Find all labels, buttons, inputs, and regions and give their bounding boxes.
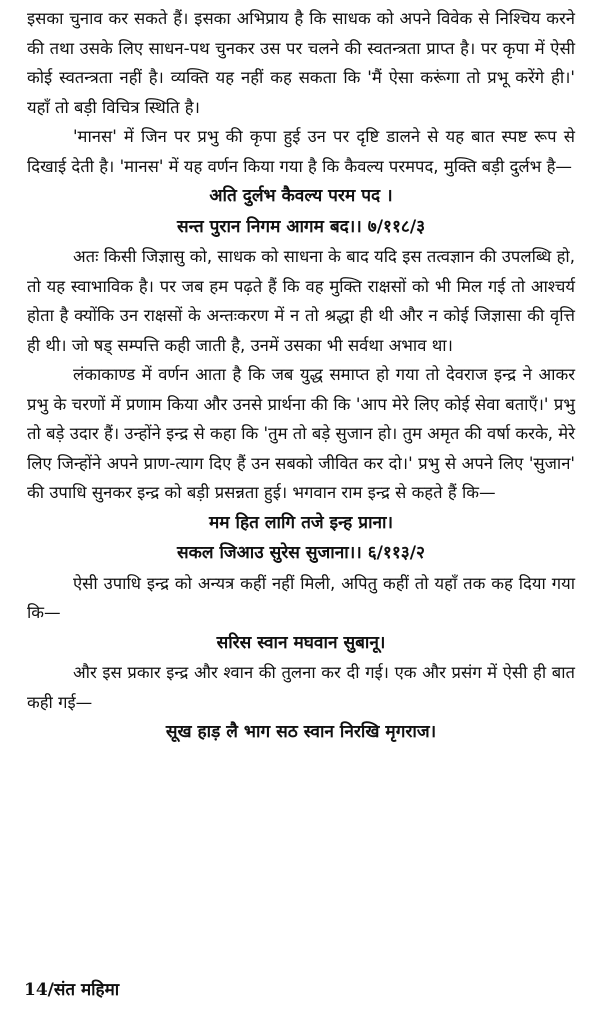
paragraph-6: और इस प्रकार इन्द्र और श्वान की तुलना कर दी गई। एक और प्रसंग में ऐसी ही बात कही गई— <box>27 663 575 712</box>
footer-separator: / <box>47 980 54 1000</box>
verse-2-line-1: मम हित लागि तजे इन्ह प्राना। <box>208 512 394 533</box>
paragraph-2: 'मानस' में जिन पर प्रभु की कृपा हुई उन पर दृष्टि डालने से यह बात स्पष्ट रूप से दिखाई देती है। 'मानस' में यह वर्णन किया गया है कि कैवल्य परमपद, मुक्ति बड़ी दुर्लभ है— <box>27 127 575 176</box>
page-number: 14 <box>24 980 48 1000</box>
verse-3-line-1: सरिस स्वान मघवान सुबानू। <box>216 632 386 653</box>
book-title: संत महिमा <box>53 980 120 1000</box>
paragraph-5: ऐसी उपाधि इन्द्र को अन्यत्र कहीं नहीं मिली, अपितु कहीं तो यहाँ तक कह दिया गया कि— <box>27 573 575 622</box>
verse-1-line-2: सन्त पुरान निगम आगम बद।। ७/११८/३ <box>176 216 426 237</box>
book-page <box>27 4 575 748</box>
paragraph-3: अतः किसी जिज्ञासु को, साधक को साधना के बाद यदि इस तत्वज्ञान की उपलब्धि हो, तो यह स्वाभाविक है। पर जब हम पढ़ते हैं कि वह मुक्ति राक्षसों को भी मिल गई तो आश्चर्य होता है क्योंकि उन राक्षसों के अन्तःकरण में न तो श्रद्धा ही थी और न कोई जिज्ञासा की वृत्ति ही थी। जो षड् सम्पत्ति कही जाती है, उनमें उसका भी सर्वथा अभाव था। <box>27 247 575 355</box>
verse-2-line-2: सकल जिआउ सुरेस सुजाना।। ६/११३/२ <box>177 543 425 563</box>
page-footer <box>24 978 119 1002</box>
paragraph-1: इसका चुनाव कर सकते हैं। इसका अभिप्राय है कि साधक को अपने विवेक से निश्चिय करने की तथा उसके लिए साधन-पथ चुनकर उस पर चलने की स्वतन्त्रता प्राप्त है। पर कृपा में ऐसी कोई स्वतन्त्रता नहीं है। व्यक्ति यह नहीं कह सकता कि 'मैं ऐसा करूंगा तो प्रभू करेंगे ही।' यहाँ तो बड़ी विचित्र स्थिति है। <box>27 9 575 117</box>
verse-1-line-1: अति दुर्लभ कैवल्य परम पद । <box>209 186 393 206</box>
paragraph-4: लंकाकाण्ड में वर्णन आता है कि जब युद्ध समाप्त हो गया तो देवराज इन्द्र ने आकर प्रभु के चरणों में प्रणाम किया और उनसे प्रार्थना की कि 'आप मेरे लिए कोई सेवा बताएँ।' प्रभु तो बड़े उदार हैं। उन्होंने इन्द्र से कहा कि 'तुम तो बड़े सुजान हो। तुम अमृत की वर्षा करके, मेरे लिए जिन्होंने अपने प्राण-त्याग दिए हैं उन सबको जीवित कर दो।' प्रभु से अपने लिए 'सुजान' की उपाधि सुनकर इन्द्र को बड़ी प्रसन्नता हुई। भगवान राम इन्द्र से कहते हैं कि— <box>27 365 575 502</box>
verse-4-line-1: सूख हाड़ लै भाग सठ स्वान निरखि मृगराज। <box>165 722 437 742</box>
